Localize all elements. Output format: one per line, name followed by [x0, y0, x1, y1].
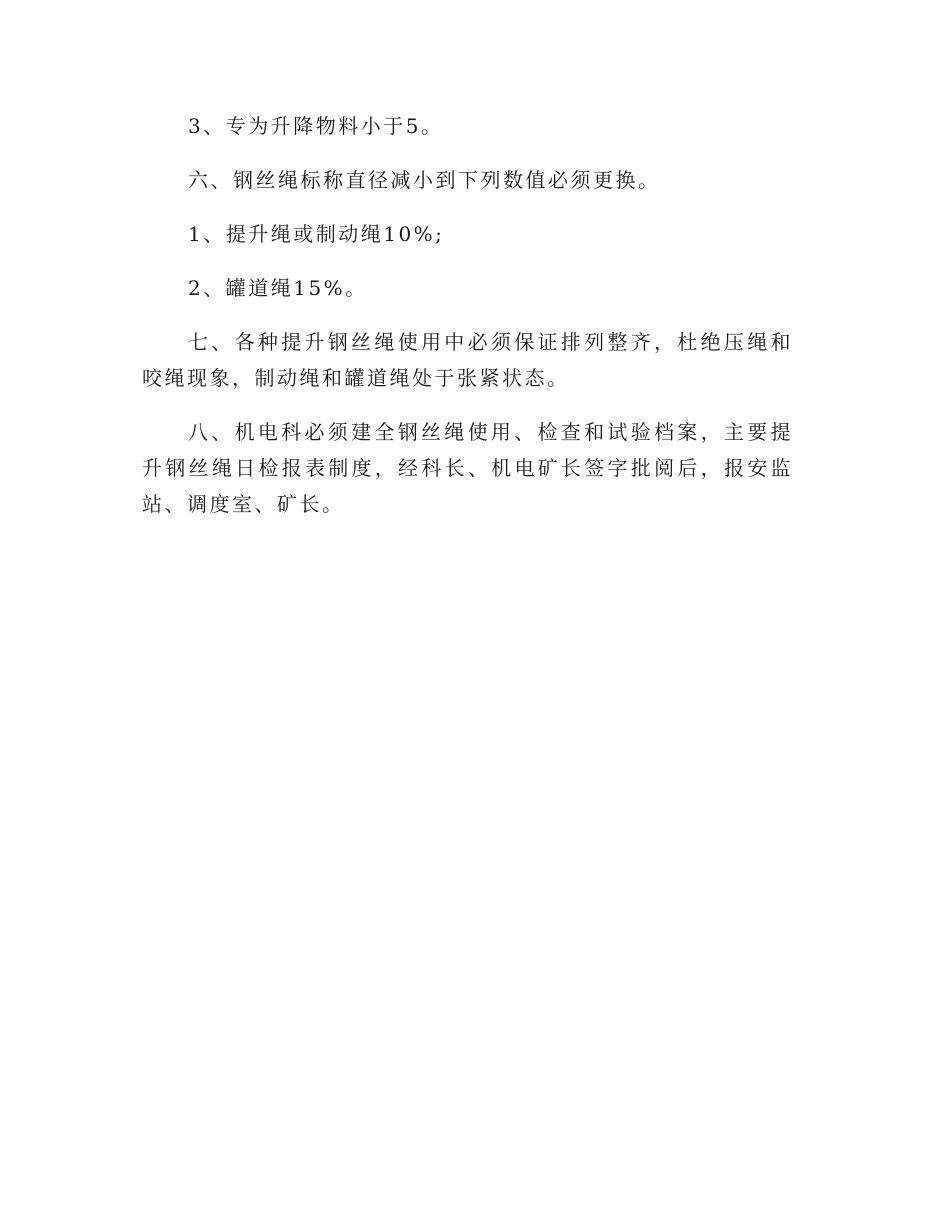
paragraph-section-6: 六、钢丝绳标称直径减小到下列数值必须更换。	[188, 168, 661, 192]
document-body	[142, 108, 793, 540]
paragraph-item-2: 2、罐道绳15%。	[188, 276, 368, 300]
paragraph-section-7: 七、各种提升钢丝绳使用中必须保证排列整齐，杜绝压绳和咬绳现象，制动绳和罐道绳处于张紧状态。	[142, 330, 793, 390]
paragraph-section-8: 八、机电科必须建全钢丝绳使用、检查和试验档案，主要提升钢丝绳日检报表制度，经科长、机电矿长签字批阅后，报安监站、调度室、矿长。	[142, 420, 793, 516]
paragraph-item-3: 3、专为升降物料小于5。	[188, 114, 444, 138]
paragraph-item-1: 1、提升绳或制动绳10%;	[188, 222, 445, 246]
